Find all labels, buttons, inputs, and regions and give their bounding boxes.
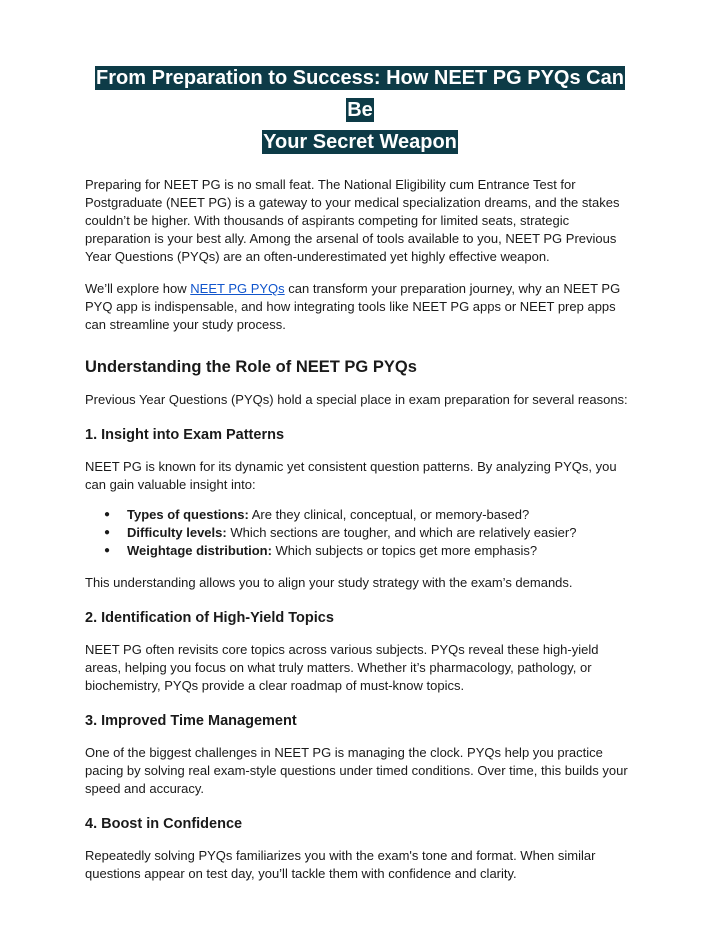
section-text-confidence: Repeatedly solving PYQs familiarizes you with the exam's tone and format. When similar questions appear on test day, you’ll tackle them with confidence and clarity. [85, 848, 596, 881]
section-text-high-yield: NEET PG often revisits core topics across various subjects. PYQs reveal these high-yield areas, helping you focus on what truly matters. Whether it’s pharmacology, pathology, or biochemistry, PYQs provide a clear roadmap of must-know topics. [85, 642, 599, 693]
list-item-label: Difficulty levels: [127, 525, 227, 540]
section-text-time-management: One of the biggest challenges in NEET PG is managing the clock. PYQs help you practice pacing by solving real exam-style questions under timed conditions. Over time, this builds your speed and accuracy. [85, 745, 628, 796]
section-heading-confidence: 4. Boost in Confidence [85, 816, 243, 832]
section-heading-time-management: 3. Improved Time Management [85, 713, 297, 729]
list-item-text: Which subjects or topics get more emphasis? [271, 543, 538, 558]
page-title-line-2: Your Secret Weapon [263, 131, 457, 153]
neet-pg-pyqs-link[interactable]: NEET PG PYQs [190, 281, 285, 296]
page-title [85, 63, 635, 159]
section-text-exam-patterns-summary: This understanding allows you to align your study strategy with the exam’s demands. [85, 575, 573, 590]
list-item-label: Types of questions: [127, 507, 249, 522]
exam-patterns-list [85, 506, 635, 560]
section-heading-role: Understanding the Role of NEET PG PYQs [85, 358, 417, 376]
section-heading-high-yield: 2. Identification of High-Yield Topics [85, 610, 334, 626]
intro-paragraph-1: Preparing for NEET PG is no small feat. The National Eligibility cum Entrance Test for Postgraduate (NEET PG) is a gateway to your medical specialization dreams, and the stakes couldn’t be higher. With thousands of aspirants competing for limited seats, strategic preparation is your best ally. Among the arsenal of tools available to you, NEET PG Previous Year Questions (PYQs) are an often-underestimated yet highly effective weapon. [85, 177, 620, 264]
list-item [85, 506, 635, 524]
intro-paragraph-2-start: We’ll explore how [85, 281, 191, 296]
intro-paragraph-2-end: can transform your preparation journey, why an NEET PG PYQ app is indispensable, and how integrating tools like NEET PG apps or NEET prep apps can streamline your study process. [85, 281, 621, 332]
list-item [85, 524, 635, 542]
bullet-icon: ● [104, 527, 111, 538]
bullet-icon: ● [104, 545, 111, 556]
intro-paragraph-2 [85, 280, 635, 334]
list-item-text: Which sections are tougher, and which are relatively easier? [226, 525, 577, 540]
document-page [85, 0, 635, 883]
section-text-exam-patterns: NEET PG is known for its dynamic yet consistent question patterns. By analyzing PYQs, you can gain valuable insight into: [85, 459, 617, 492]
list-item-text: Are they clinical, conceptual, or memory-based? [248, 507, 530, 522]
list-item-label: Weightage distribution: [127, 543, 272, 558]
section-heading-exam-patterns: 1. Insight into Exam Patterns [85, 427, 285, 443]
section-text-role: Previous Year Questions (PYQs) hold a special place in exam preparation for several reasons: [85, 392, 628, 407]
bullet-icon: ● [104, 509, 111, 520]
list-item [85, 542, 635, 560]
page-title-line-1: From Preparation to Success: How NEET PG PYQs Can Be [96, 67, 624, 121]
